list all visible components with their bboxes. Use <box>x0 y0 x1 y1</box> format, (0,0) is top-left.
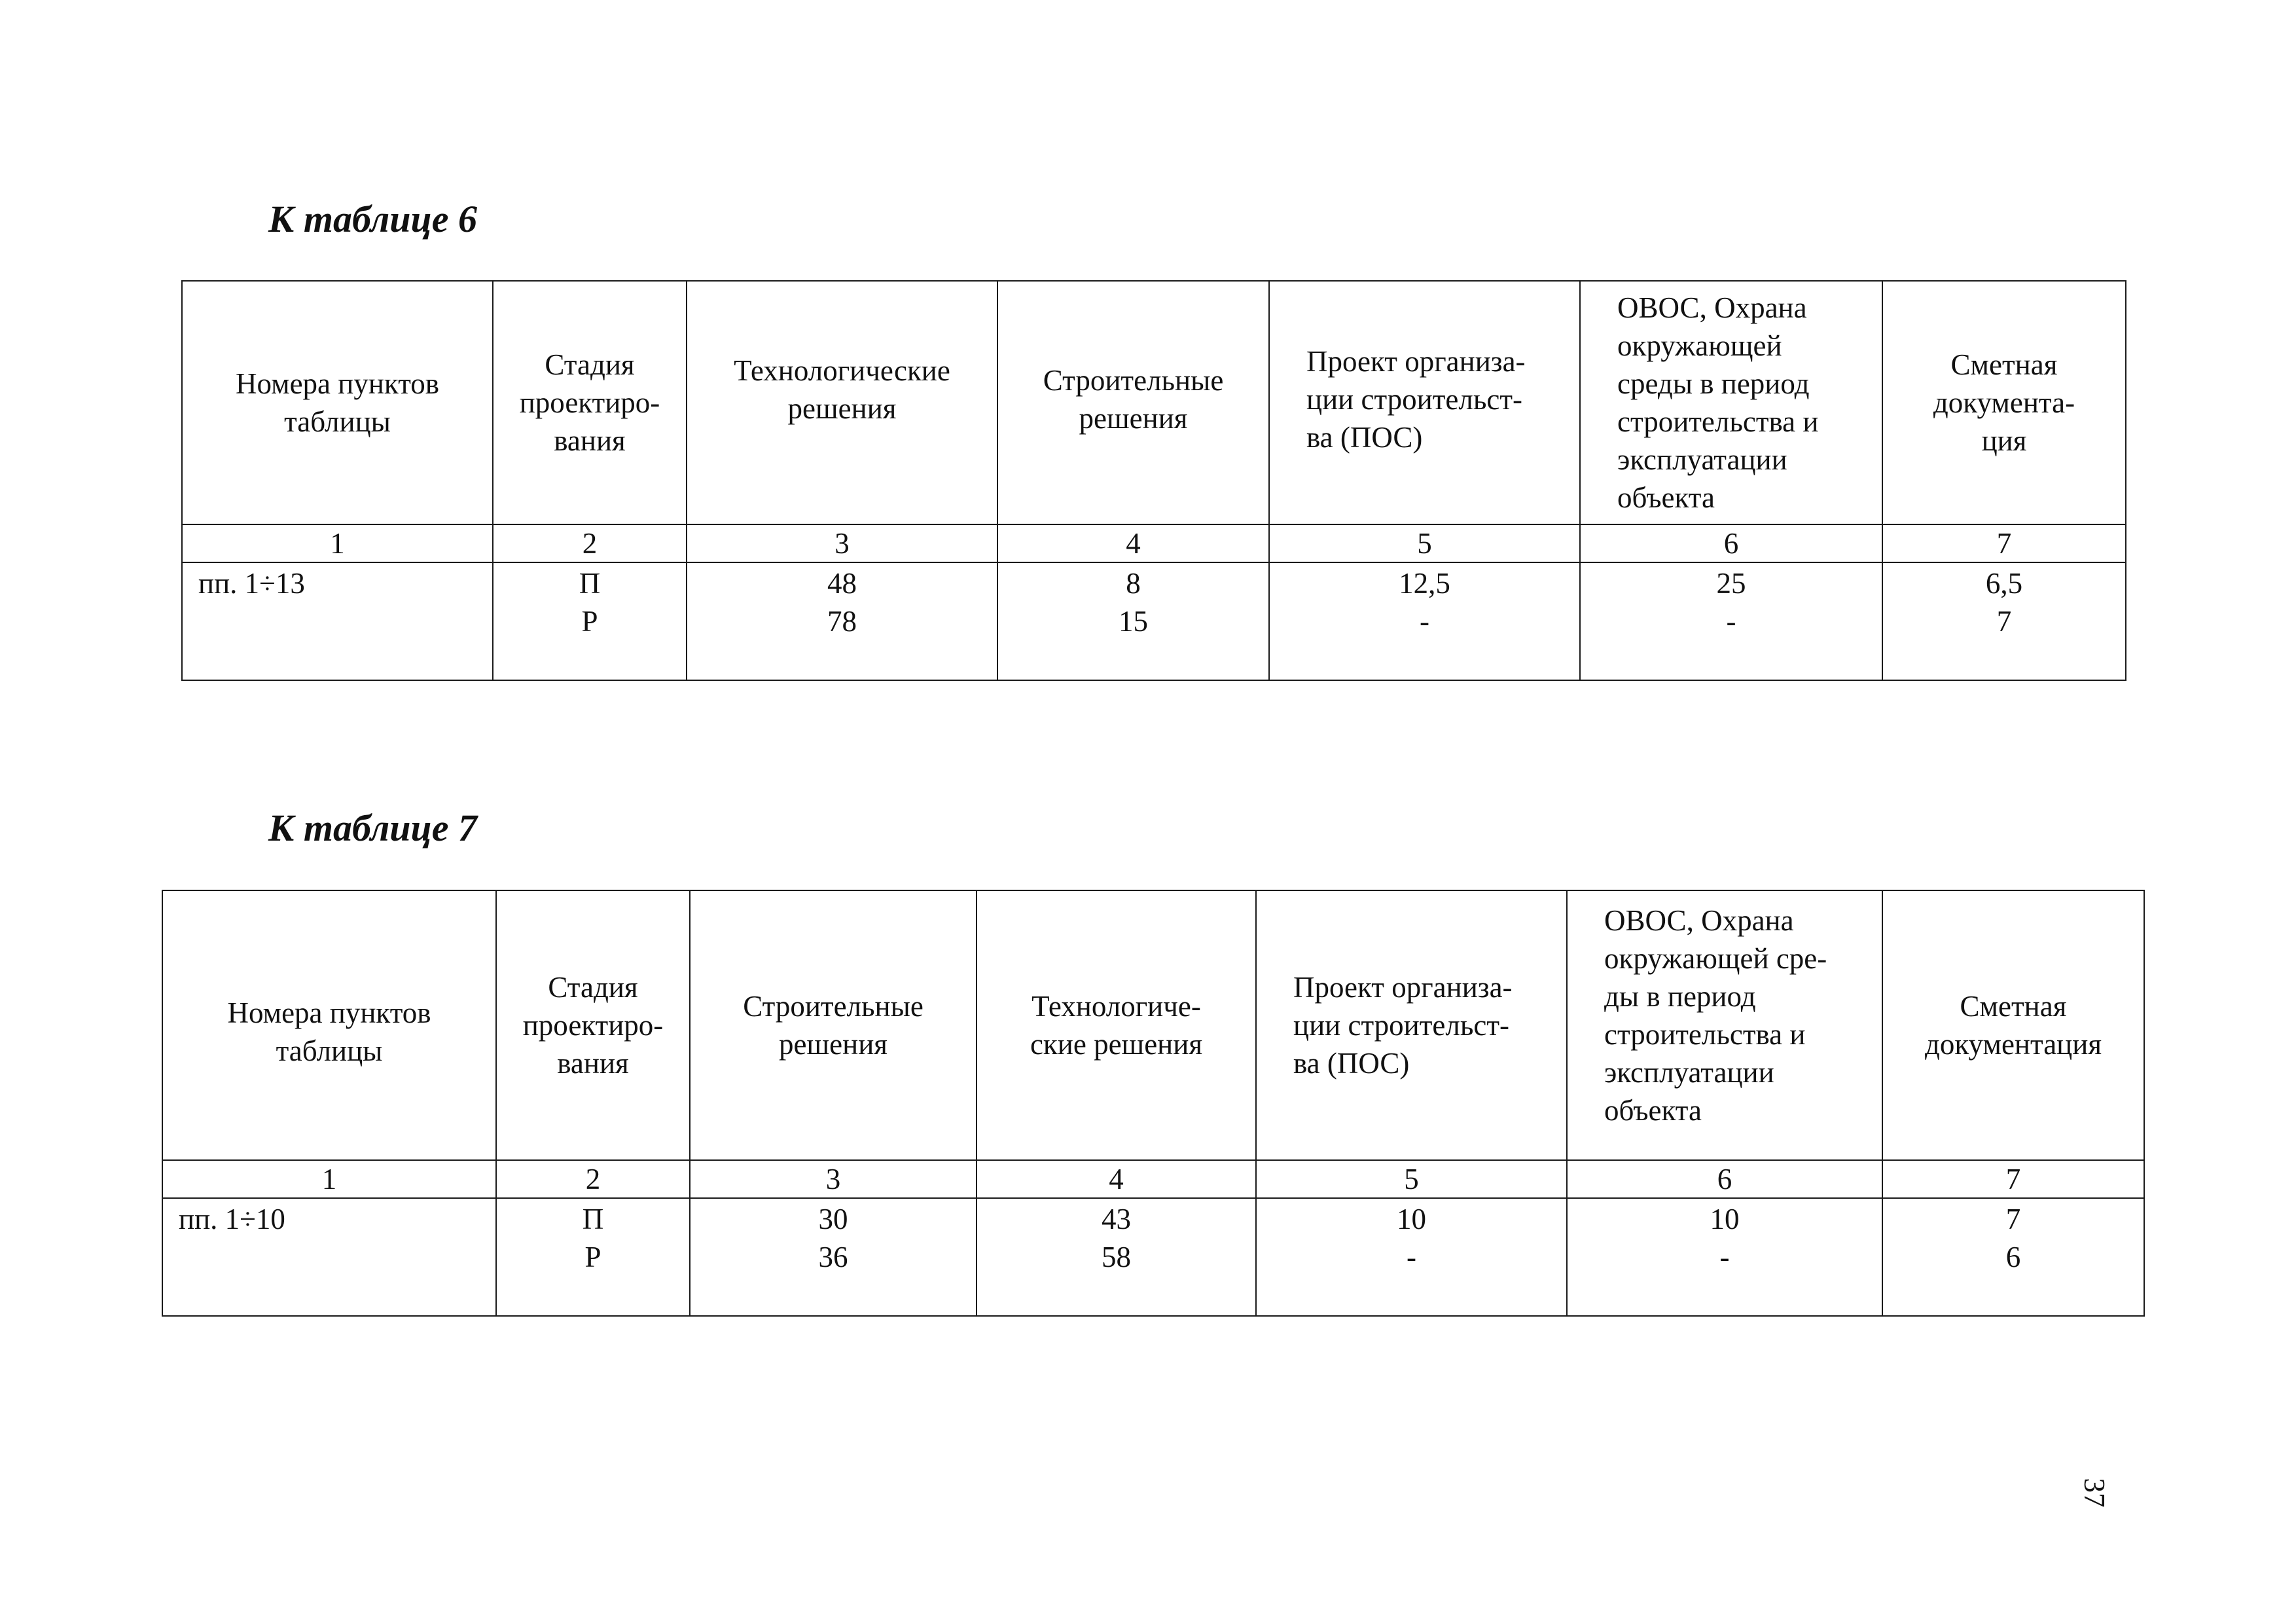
table-7-colnum-2: 2 <box>496 1160 690 1198</box>
table-7-colnum-5: 5 <box>1256 1160 1567 1198</box>
table-7-construction-cell: 30 36 <box>690 1198 977 1316</box>
table-6-header-pos: Проект организа- ции строительст- ва (ПОС) <box>1269 281 1580 524</box>
table-6-construction-cell: 8 15 <box>997 562 1269 680</box>
table-6-data-row <box>182 562 2126 680</box>
table-6-header-ovos: ОВОС, Охрана окружающей среды в период строительства и эксплуатации объекта <box>1580 281 1882 524</box>
table-6-header-stage: Стадия проектиро- вания <box>493 281 687 524</box>
table-6-technological-cell: 48 78 <box>687 562 997 680</box>
table-7-colnum-6: 6 <box>1567 1160 1882 1198</box>
table-7-header-pos: Проект организа- ции строительст- ва (ПОС) <box>1256 890 1567 1160</box>
table-6-colnum-1: 1 <box>182 524 493 562</box>
table-6-header-estimate: Сметная документа- ция <box>1882 281 2126 524</box>
table-6-colnum-5: 5 <box>1269 524 1580 562</box>
table-7 <box>162 890 2145 1317</box>
table-7-colnum-1: 1 <box>162 1160 496 1198</box>
table-6-colnum-6: 6 <box>1580 524 1882 562</box>
table-7-colnum-7: 7 <box>1882 1160 2144 1198</box>
table-6-header-technological: Технологические решения <box>687 281 997 524</box>
table-6-row-label: пп. 1÷13 <box>182 562 493 680</box>
table-7-colnum-4: 4 <box>977 1160 1256 1198</box>
table-7-pos-cell: 10 - <box>1256 1198 1567 1316</box>
table-6-stage-cell: П Р <box>493 562 687 680</box>
table-6 <box>181 280 2126 681</box>
table-7-header-item-numbers: Номера пунктов таблицы <box>162 890 496 1160</box>
table-7-data-row <box>162 1198 2144 1316</box>
table-6-caption: К таблице 6 <box>268 198 477 240</box>
table-7-header-construction: Строительные решения <box>690 890 977 1160</box>
table-6-header-item-numbers: Номера пунктов таблицы <box>182 281 493 524</box>
table-7-header-ovos: ОВОС, Охрана окружающей сре- ды в период строительства и эксплуатации объекта <box>1567 890 1882 1160</box>
table-7-ovos-cell: 10 - <box>1567 1198 1882 1316</box>
table-7-header-estimate: Сметная документация <box>1882 890 2144 1160</box>
table-6-colnum-3: 3 <box>687 524 997 562</box>
table-7-header-stage: Стадия проектиро- вания <box>496 890 690 1160</box>
page-number: 37 <box>2078 1478 2111 1508</box>
table-6-colnum-4: 4 <box>997 524 1269 562</box>
table-7-caption: К таблице 7 <box>268 807 477 849</box>
table-6-header-row <box>182 281 2126 524</box>
table-7-technological-cell: 43 58 <box>977 1198 1256 1316</box>
table-6-pos-cell: 12,5 - <box>1269 562 1580 680</box>
table-7-stage-cell: П Р <box>496 1198 690 1316</box>
table-6-header-construction: Строительные решения <box>997 281 1269 524</box>
table-7-row-label: пп. 1÷10 <box>162 1198 496 1316</box>
table-6-column-number-row <box>182 524 2126 562</box>
table-6-colnum-2: 2 <box>493 524 687 562</box>
table-7-colnum-3: 3 <box>690 1160 977 1198</box>
table-6-ovos-cell: 25 - <box>1580 562 1882 680</box>
table-6-estimate-cell: 6,5 7 <box>1882 562 2126 680</box>
table-7-header-technological: Технологиче- ские решения <box>977 890 1256 1160</box>
table-7-header-row <box>162 890 2144 1160</box>
table-7-estimate-cell: 7 6 <box>1882 1198 2144 1316</box>
table-6-colnum-7: 7 <box>1882 524 2126 562</box>
table-7-column-number-row <box>162 1160 2144 1198</box>
